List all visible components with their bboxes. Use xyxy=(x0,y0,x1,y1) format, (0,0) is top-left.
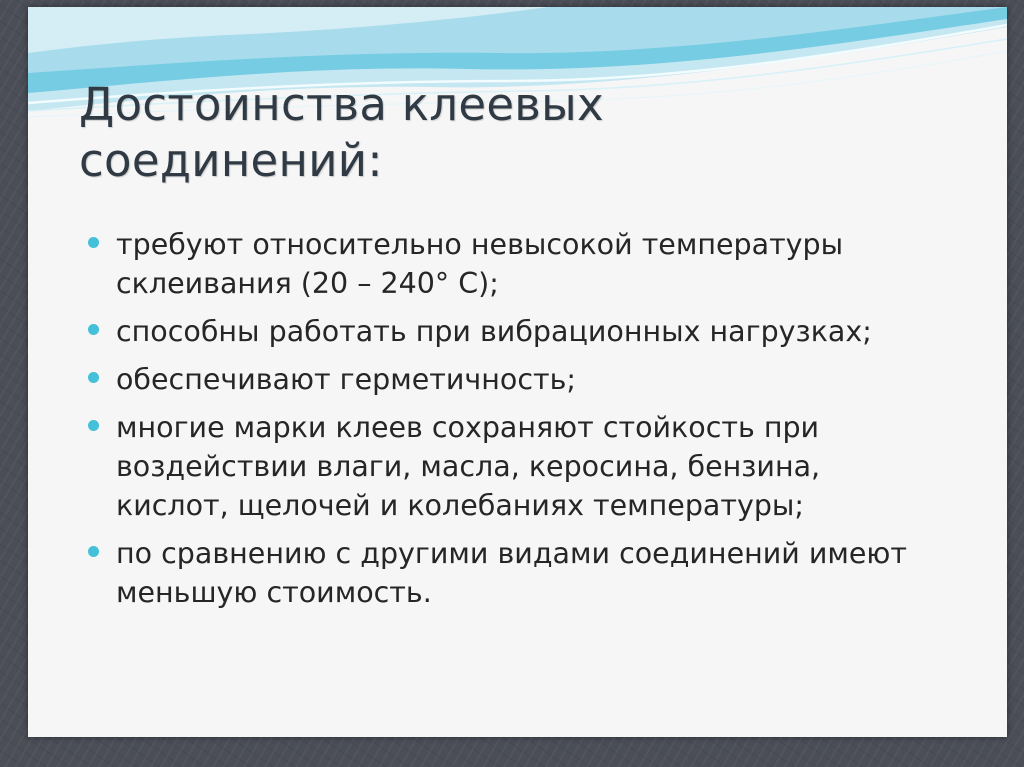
bullet-item xyxy=(88,225,938,303)
bullet-list xyxy=(88,225,938,621)
slide-title: Достоинства клеевых соединений: xyxy=(79,78,604,187)
bullet-text: многие марки клеев сохраняют стойкость при воздействии влаги, масла, керосина, бензина, кислот, щелочей и колебаниях температуры; xyxy=(116,411,821,522)
presentation-slide xyxy=(28,7,1007,737)
bullet-item xyxy=(88,360,938,399)
circle-bullet-icon xyxy=(88,546,99,557)
bullet-text: способны работать при вибрационных нагрузках; xyxy=(116,315,872,348)
bullet-text: требуют относительно невысокой температуры склеивания (20 – 240° С); xyxy=(116,228,844,300)
bullet-text: обеспечивают герметичность; xyxy=(116,363,576,396)
circle-bullet-icon xyxy=(88,420,99,431)
circle-bullet-icon xyxy=(88,237,99,248)
bullet-item xyxy=(88,312,938,351)
circle-bullet-icon xyxy=(88,372,99,383)
bullet-item xyxy=(88,534,938,612)
bullet-text: по сравнению с другими видами соединений имеют меньшую стоимость. xyxy=(116,537,907,609)
circle-bullet-icon xyxy=(88,324,99,335)
bullet-item xyxy=(88,408,938,525)
